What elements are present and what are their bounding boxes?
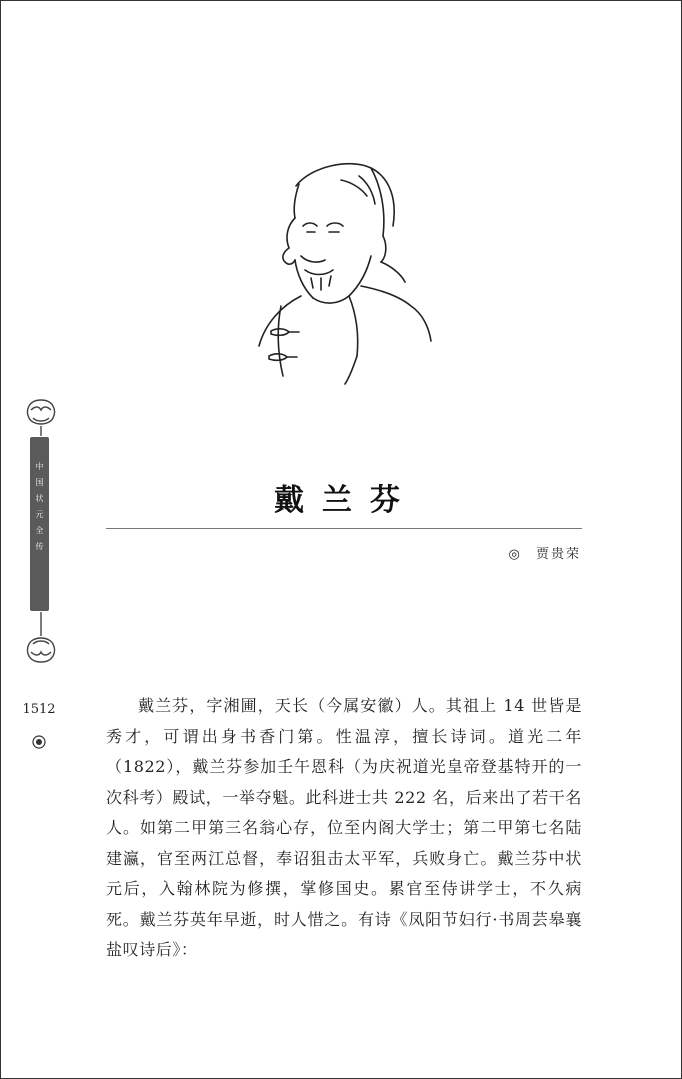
author-line: [509, 543, 582, 562]
portrait-illustration: [241, 156, 441, 386]
series-char: 中: [35, 462, 44, 471]
page-number: 1512: [22, 702, 56, 717]
series-char: 元: [35, 510, 44, 519]
article-body: [106, 691, 582, 966]
series-char: 状: [35, 494, 44, 503]
title-divider: [106, 528, 582, 529]
author-mark: ◎: [508, 547, 520, 562]
page-title: 戴兰芬: [274, 483, 418, 518]
series-char: 国: [35, 478, 44, 487]
body-paragraph: 戴兰芬，字湘圃，天长（今属安徽）人。其祖上 14 世皆是秀才，可谓出身书香门第。性温淳，擅长诗词。道光二年（1822），戴兰芬参加壬午恩科（为庆祝道光皇帝登基特开的一次科考）殿试，一举夺魁。此科进士共 222 名，后来出了若干名人。如第二甲第三名翁心存，位至内阁大学士；第二甲第七名陆建瀛，官至两江总督，奉诏狙击太平军，兵败身亡。戴兰芬中状元后，入翰林院为修撰，掌修国史。累官至侍讲学士，不久病死。戴兰芬英年早逝，时人惜之。有诗《凤阳节妇行·书周芸皋襄盐叹诗后》：: [106, 696, 582, 959]
series-char: 传: [35, 542, 44, 551]
page-number-ornament: [32, 735, 46, 749]
author-name: 贾贵荣: [535, 547, 581, 562]
series-title: [30, 461, 49, 553]
series-char: 全: [35, 526, 44, 535]
